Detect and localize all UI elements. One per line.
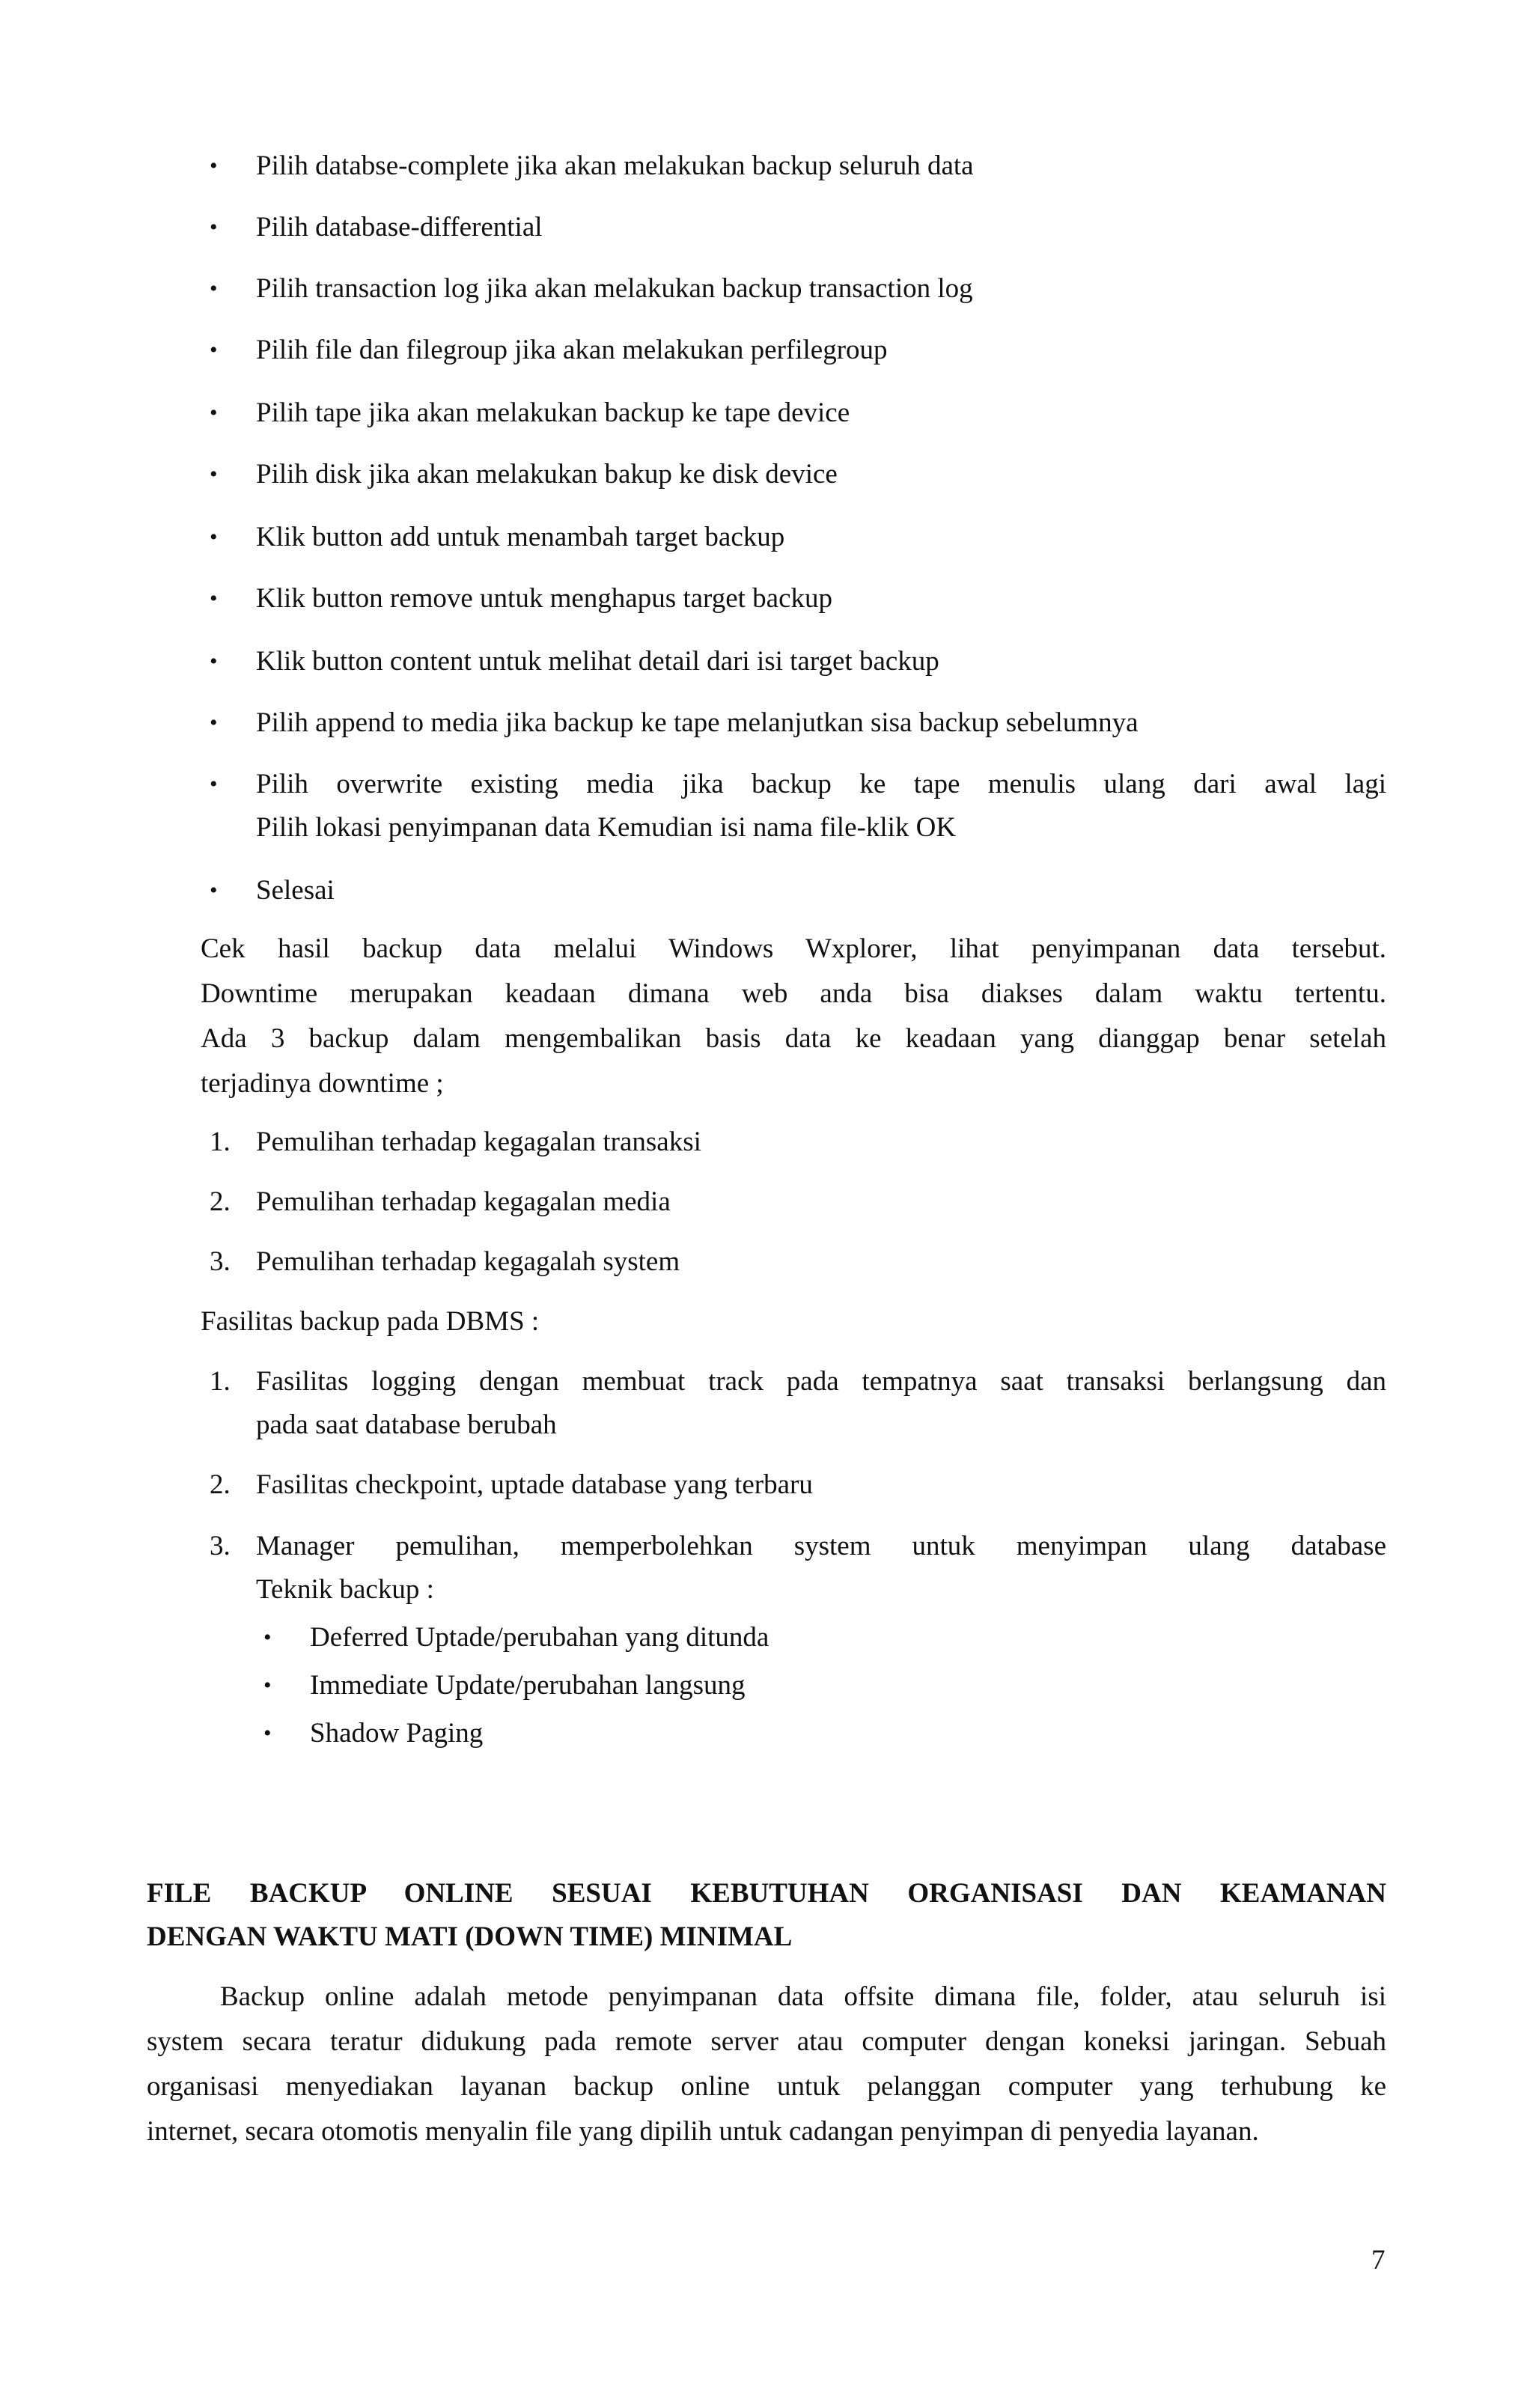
list-number: 2. (210, 1186, 231, 1217)
facility-item: Manager pemulihan, memperbolehkan system untuk menyimpan ulang database (256, 1531, 1386, 1561)
bullet-icon: • (210, 586, 218, 611)
technique-item: Immediate Update/perubahan langsung (310, 1670, 746, 1701)
backup-step: Pilih tape jika akan melakukan backup ke tape device (256, 397, 850, 428)
paragraph-line: Cek hasil backup data melalui Windows Wxplorer, lihat penyimpanan data tersebut. (201, 933, 1386, 964)
bullet-icon: • (210, 153, 218, 178)
page-number: 7 (1371, 2245, 1386, 2276)
recovery-item: Pemulihan terhadap kegagalah system (256, 1246, 680, 1277)
backup-step: Pilih disk jika akan melakukan bakup ke disk device (256, 459, 838, 490)
backup-step: Pilih databse-complete jika akan melakukan backup seluruh data (256, 150, 974, 181)
facility-item-continuation: pada saat database berubah (256, 1409, 557, 1440)
bullet-icon: • (210, 462, 218, 487)
backup-step: Selesai (256, 875, 335, 906)
backup-step: Klik button content untuk melihat detail dari isi target backup (256, 646, 939, 677)
recovery-item: Pemulihan terhadap kegagalan transaksi (256, 1127, 701, 1157)
backup-step: Pilih database-differential (256, 212, 543, 243)
paragraph-line: Ada 3 backup dalam mengembalikan basis data ke keadaan yang dianggap benar setelah (201, 1023, 1386, 1054)
backup-step: Pilih overwrite existing media jika backup ke tape menulis ulang dari awal lagi (256, 769, 1386, 799)
backup-step: Klik button add untuk menambah target backup (256, 522, 785, 552)
list-number: 3. (210, 1531, 231, 1561)
technique-item: Deferred Uptade/perubahan yang ditunda (310, 1622, 769, 1653)
paragraph-line: organisasi menyediakan layanan backup online untuk pelanggan computer yang terhubung ke (147, 2071, 1386, 2102)
list-number: 1. (210, 1127, 231, 1157)
bullet-icon: • (263, 1721, 272, 1746)
bullet-icon: • (263, 1625, 272, 1650)
bullet-icon: • (210, 215, 218, 240)
technique-item: Shadow Paging (310, 1718, 484, 1749)
bullet-icon: • (210, 338, 218, 362)
list-number: 3. (210, 1246, 231, 1277)
section-heading-line2: DENGAN WAKTU MATI (DOWN TIME) MINIMAL (147, 1921, 793, 1952)
paragraph-line: Downtime merupakan keadaan dimana web anda bisa diakses dalam waktu tertentu. (201, 978, 1386, 1009)
facilities-title: Fasilitas backup pada DBMS : (201, 1306, 540, 1337)
paragraph-line: system secara teratur didukung pada remote server atau computer dengan koneksi jaringan. Sebuah (147, 2026, 1386, 2057)
bullet-icon: • (210, 710, 218, 735)
bullet-icon: • (210, 525, 218, 549)
backup-step: Pilih transaction log jika akan melakukan backup transaction log (256, 273, 973, 304)
bullet-icon: • (210, 772, 218, 796)
bullet-icon: • (210, 400, 218, 425)
facility-item: Fasilitas checkpoint, uptade database yang terbaru (256, 1469, 813, 1500)
facility-item-continuation: Teknik backup : (256, 1574, 434, 1605)
backup-step: Pilih file dan filegroup jika akan melakukan perfilegroup (256, 335, 888, 365)
paragraph-line: Backup online adalah metode penyimpanan data offsite dimana file, folder, atau seluruh isi (220, 1981, 1386, 2012)
facility-item: Fasilitas logging dengan membuat track pada tempatnya saat transaksi berlangsung dan (256, 1366, 1386, 1397)
bullet-icon: • (210, 878, 218, 903)
paragraph-line: terjadinya downtime ; (201, 1068, 444, 1099)
list-number: 2. (210, 1469, 231, 1500)
backup-step: Pilih append to media jika backup ke tape melanjutkan sisa backup sebelumnya (256, 707, 1139, 738)
recovery-item: Pemulihan terhadap kegagalan media (256, 1186, 671, 1217)
bullet-icon: • (263, 1673, 272, 1698)
section-heading: FILE BACKUP ONLINE SESUAI KEBUTUHAN ORGANISASI DAN KEAMANAN (147, 1878, 1386, 1909)
backup-step-continuation: Pilih lokasi penyimpanan data Kemudian isi nama file-klik OK (256, 812, 957, 843)
backup-step: Klik button remove untuk menghapus target backup (256, 583, 832, 614)
bullet-icon: • (210, 276, 218, 301)
list-number: 1. (210, 1366, 231, 1397)
bullet-icon: • (210, 649, 218, 674)
paragraph-line: internet, secara otomotis menyalin file yang dipilih untuk cadangan penyimpan di penyedia layanan. (147, 2116, 1259, 2147)
